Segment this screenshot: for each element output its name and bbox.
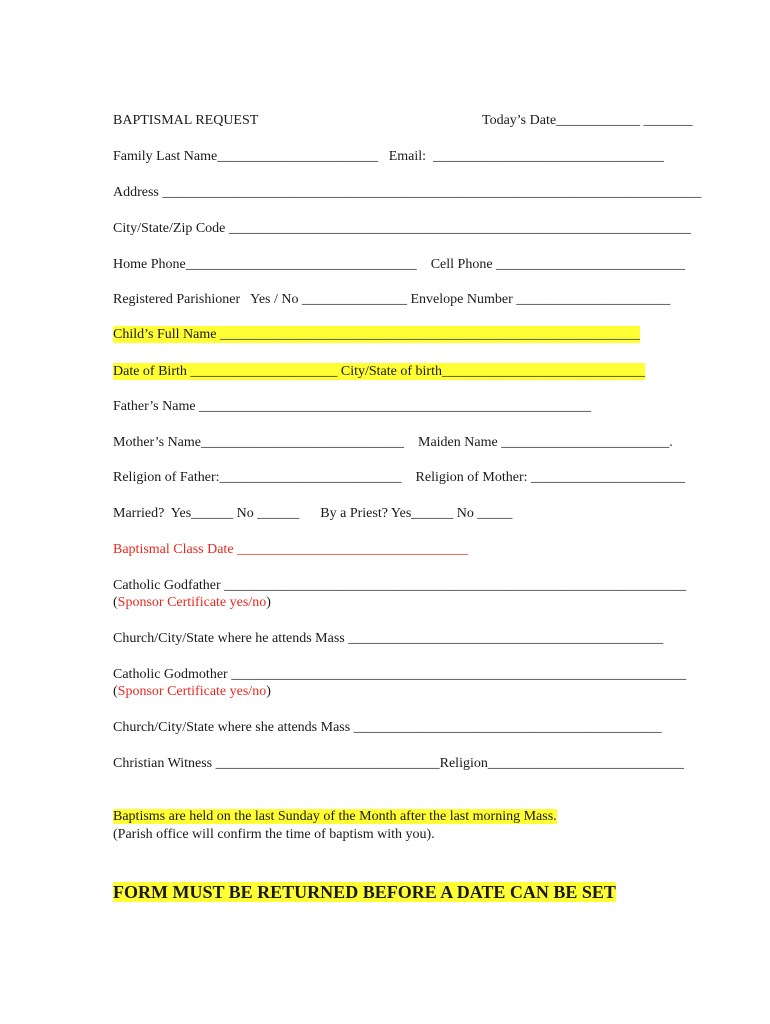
todays-date-field[interactable]: Today’s Date____________ _______ (482, 113, 693, 128)
godfather-sponsor-note (113, 594, 271, 611)
paren-open: ( (113, 595, 118, 610)
phone-row[interactable]: Home Phone_________________________________ Cell Phone ___________________________ (113, 257, 686, 272)
religion-parents-row[interactable]: Religion of Father:__________________________ Religion of Mother: ______________________ (113, 470, 686, 485)
sponsor-certificate-note: Sponsor Certificate yes/no (117, 595, 267, 610)
mother-name-row[interactable]: Mother’s Name_____________________________ Maiden Name ________________________. (113, 435, 673, 450)
city-state-zip-row[interactable]: City/State/Zip Code __________________________________________________________________ (113, 221, 691, 236)
godfather-row[interactable]: Catholic Godfather __________________________________________________________________ (113, 578, 687, 593)
godfather-church-row[interactable]: Church/City/State where he attends Mass _____________________________________________ (113, 631, 664, 646)
class-date-row[interactable]: Baptismal Class Date _________________________________ (113, 542, 469, 557)
child-name-row[interactable]: Child’s Full Name ____________________________________________________________ (113, 327, 640, 342)
warning-text: FORM MUST BE RETURNED BEFORE A DATE CAN BE SET (113, 882, 616, 902)
paren-close: ) (266, 595, 271, 610)
sponsor-certificate-note: Sponsor Certificate yes/no (117, 684, 267, 699)
parishioner-row[interactable]: Registered Parishioner Yes / No _______________ Envelope Number ______________________ (113, 292, 671, 307)
confirm-note: (Parish office will confirm the time of baptism with you). (113, 827, 435, 842)
birth-row[interactable]: Date of Birth _____________________ City/State of birth_____________________________ (113, 364, 645, 379)
schedule-note (113, 808, 557, 825)
godmother-sponsor-note (113, 683, 271, 700)
warning-note (113, 881, 616, 903)
married-row[interactable]: Married? Yes______ No ______ By a Priest? Yes______ No _____ (113, 506, 513, 521)
godmother-church-row[interactable]: Church/City/State where she attends Mass ____________________________________________ (113, 720, 662, 735)
address-row[interactable]: Address _____________________________________________________________________________ (113, 185, 702, 200)
form-title: BAPTISMAL REQUEST (113, 113, 259, 128)
family-name-email-row[interactable]: Family Last Name_______________________ Email: _________________________________ (113, 149, 665, 164)
godmother-row[interactable]: Catholic Godmother _________________________________________________________________ (113, 667, 687, 682)
father-name-row[interactable]: Father’s Name ________________________________________________________ (113, 399, 592, 414)
schedule-text: Baptisms are held on the last Sunday of the Month after the last morning Mass. (113, 809, 557, 824)
paren-open: ( (113, 684, 118, 699)
witness-row[interactable]: Christian Witness ________________________________Religion____________________________ (113, 756, 684, 771)
paren-close: ) (266, 684, 271, 699)
